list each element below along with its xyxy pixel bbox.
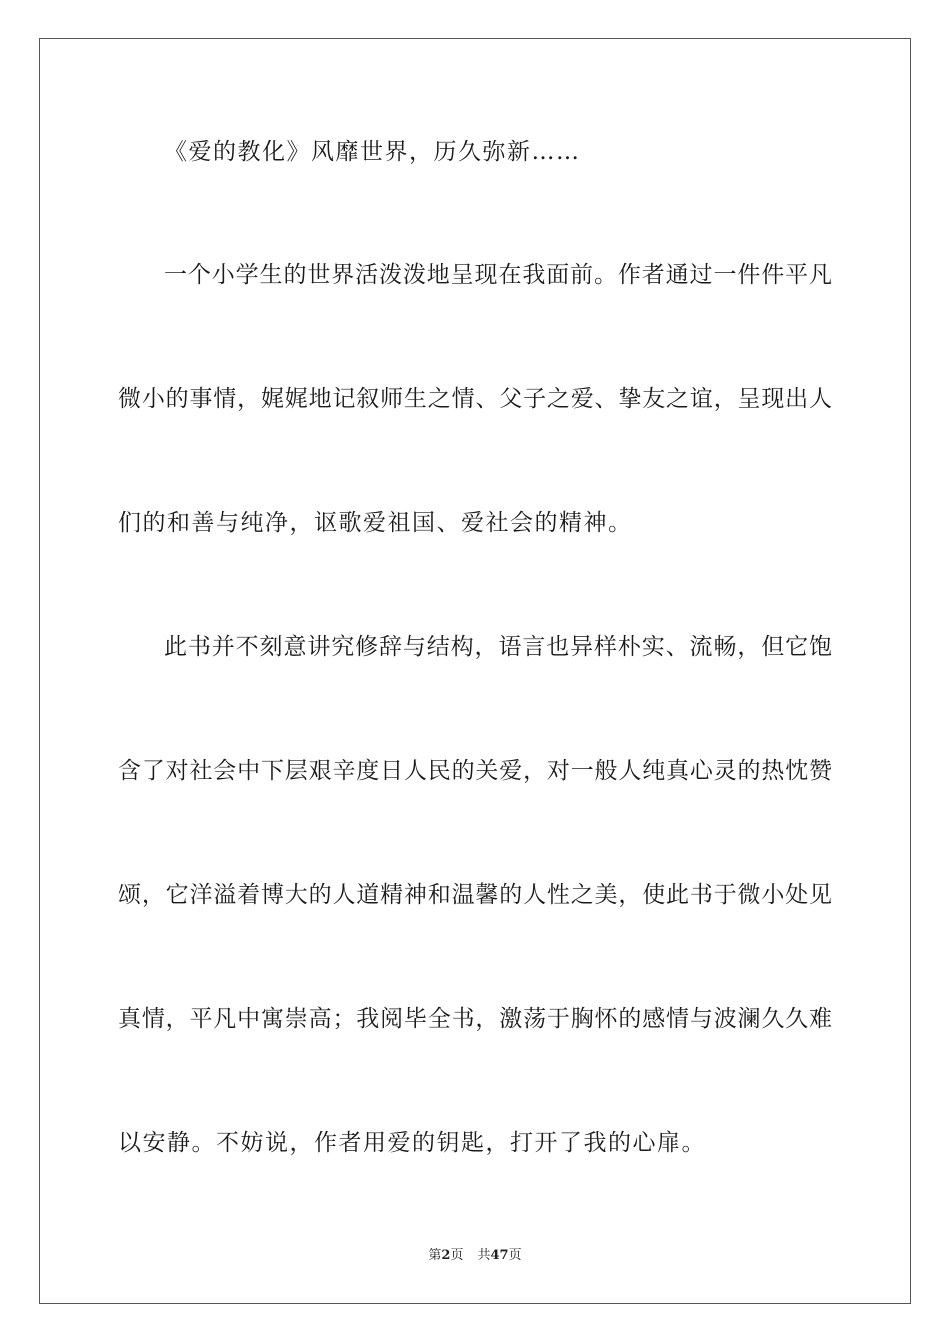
paragraph-line-4: 们的和善与纯净，讴歌爱祖国、爱社会的精神。 [118, 510, 633, 536]
footer-total-prefix: 共 [477, 1248, 491, 1263]
page-footer [0, 1247, 950, 1265]
page-border [39, 38, 911, 1304]
paragraph-line-9: 以安静。不妨说，作者用爱的钥匙，打开了我的心扉。 [118, 1130, 706, 1156]
footer-total-suffix: 页 [508, 1248, 522, 1263]
paragraph-line-2: 一个小学生的世界活泼泼地呈现在我面前。作者通过一件件平凡 [164, 262, 832, 288]
paragraph-line-6: 含了对社会中下层艰辛度日人民的关爱，对一般人纯真心灵的热忱赞 [118, 758, 832, 784]
paragraph-line-8: 真情，平凡中寓崇高；我阅毕全书，激荡于胸怀的感情与波澜久久难 [118, 1006, 832, 1032]
paragraph-line-7: 颂，它洋溢着博大的人道精神和温馨的人性之美，使此书于微小处见 [118, 882, 832, 908]
paragraph-line-1: 《爱的教化》风靡世界，历久弥新…… [164, 139, 581, 165]
footer-page-number: 2 [441, 1248, 451, 1263]
footer-total-pages: 47 [490, 1248, 509, 1263]
footer-page-prefix: 第 [428, 1248, 442, 1263]
paragraph-line-5: 此书并不刻意讲究修辞与结构，语言也异样朴实、流畅，但它饱 [164, 634, 832, 660]
footer-page-suffix: 页 [450, 1248, 464, 1263]
paragraph-line-3: 微小的事情，娓娓地记叙师生之情、父子之爱、挚友之谊，呈现出人 [118, 386, 832, 412]
